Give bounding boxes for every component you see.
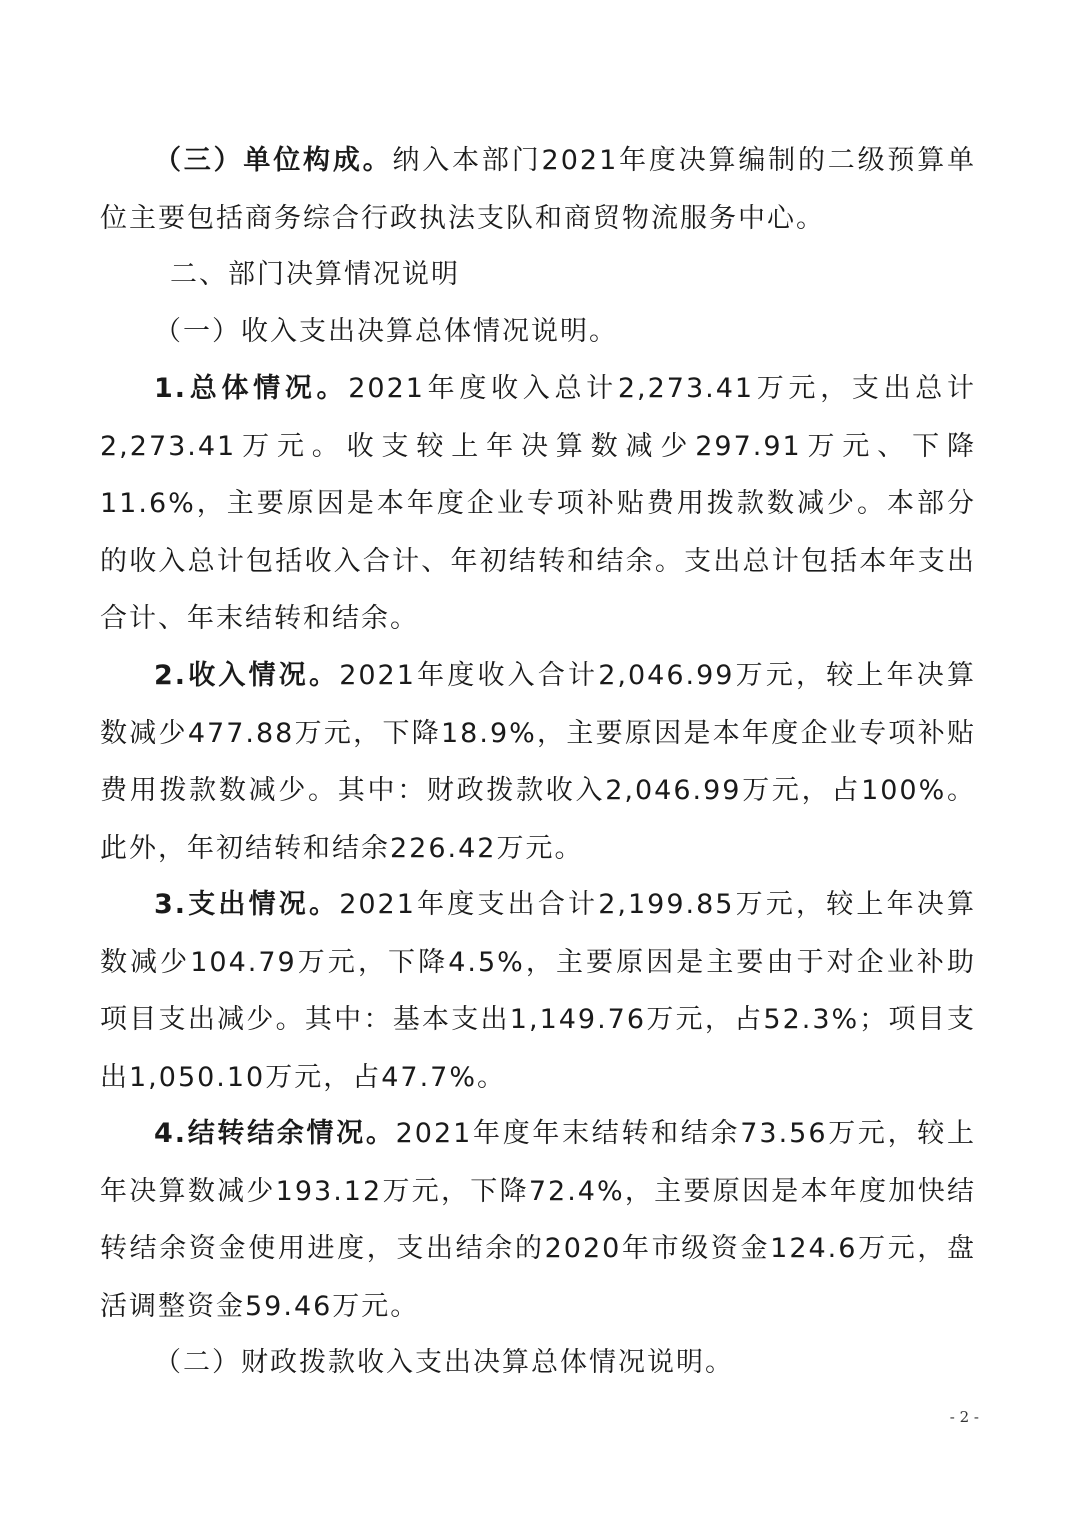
paragraph-overall	[100, 360, 976, 648]
paragraph-income	[100, 647, 976, 877]
paragraph-body: 纳入本部门2021年度决算编制的二级预算单位主要包括商务综合行政执法支队和商贸物流服务中心。	[100, 145, 977, 234]
paragraph-lead: （三）单位构成。	[154, 145, 393, 176]
paragraph-lead: 2.收入情况。	[154, 660, 340, 691]
paragraph-body: 2021年度收入总计2,273.41万元，支出总计2,273.41万元。收支较上年决算数减少297.91万元、下降11.6%，主要原因是本年度企业专项补贴费用拨款数减少。本部分的收入总计包括收入合计、年初结转和结余。支出总计包括本年支出合计、年末结转和结余。	[100, 373, 976, 634]
paragraph-expense	[100, 876, 976, 1106]
paragraph-carryover	[100, 1105, 976, 1335]
sub-title-income-expense: （一）收入支出决算总体情况说明。	[154, 316, 618, 347]
paragraph-lead: 1.总体情况。	[154, 373, 349, 404]
sub-title-fiscal-appropriation: （二）财政拨款收入支出决算总体情况说明。	[154, 1347, 734, 1378]
page-number: - 2 -	[949, 1408, 979, 1426]
section-title: 二、部门决算情况说明	[170, 259, 460, 290]
paragraph-body: 2021年度收入合计2,046.99万元，较上年决算数减少477.88万元，下降18.9%，主要原因是本年度企业专项补贴费用拨款数减少。其中：财政拨款收入2,046.99万元，占100%。此外，年初结转和结余226.42万元。	[100, 660, 976, 864]
paragraph-lead: 4.结转结余情况。	[154, 1118, 396, 1149]
paragraph-lead: 3.支出情况。	[154, 889, 340, 920]
paragraph-body: 2021年度支出合计2,199.85万元，较上年决算数减少104.79万元，下降4.5%，主要原因是主要由于对企业补助项目支出减少。其中：基本支出1,149.76万元，占52.3%；项目支出1,050.10万元，占47.7%。	[100, 889, 976, 1093]
paragraph-body: 2021年度年末结转和结余73.56万元，较上年决算数减少193.12万元，下降72.4%，主要原因是本年度加快结转结余资金使用进度，支出结余的2020年市级资金124.6万元，盘活调整资金59.46万元。	[100, 1118, 976, 1322]
paragraph-unit-composition	[100, 132, 976, 247]
